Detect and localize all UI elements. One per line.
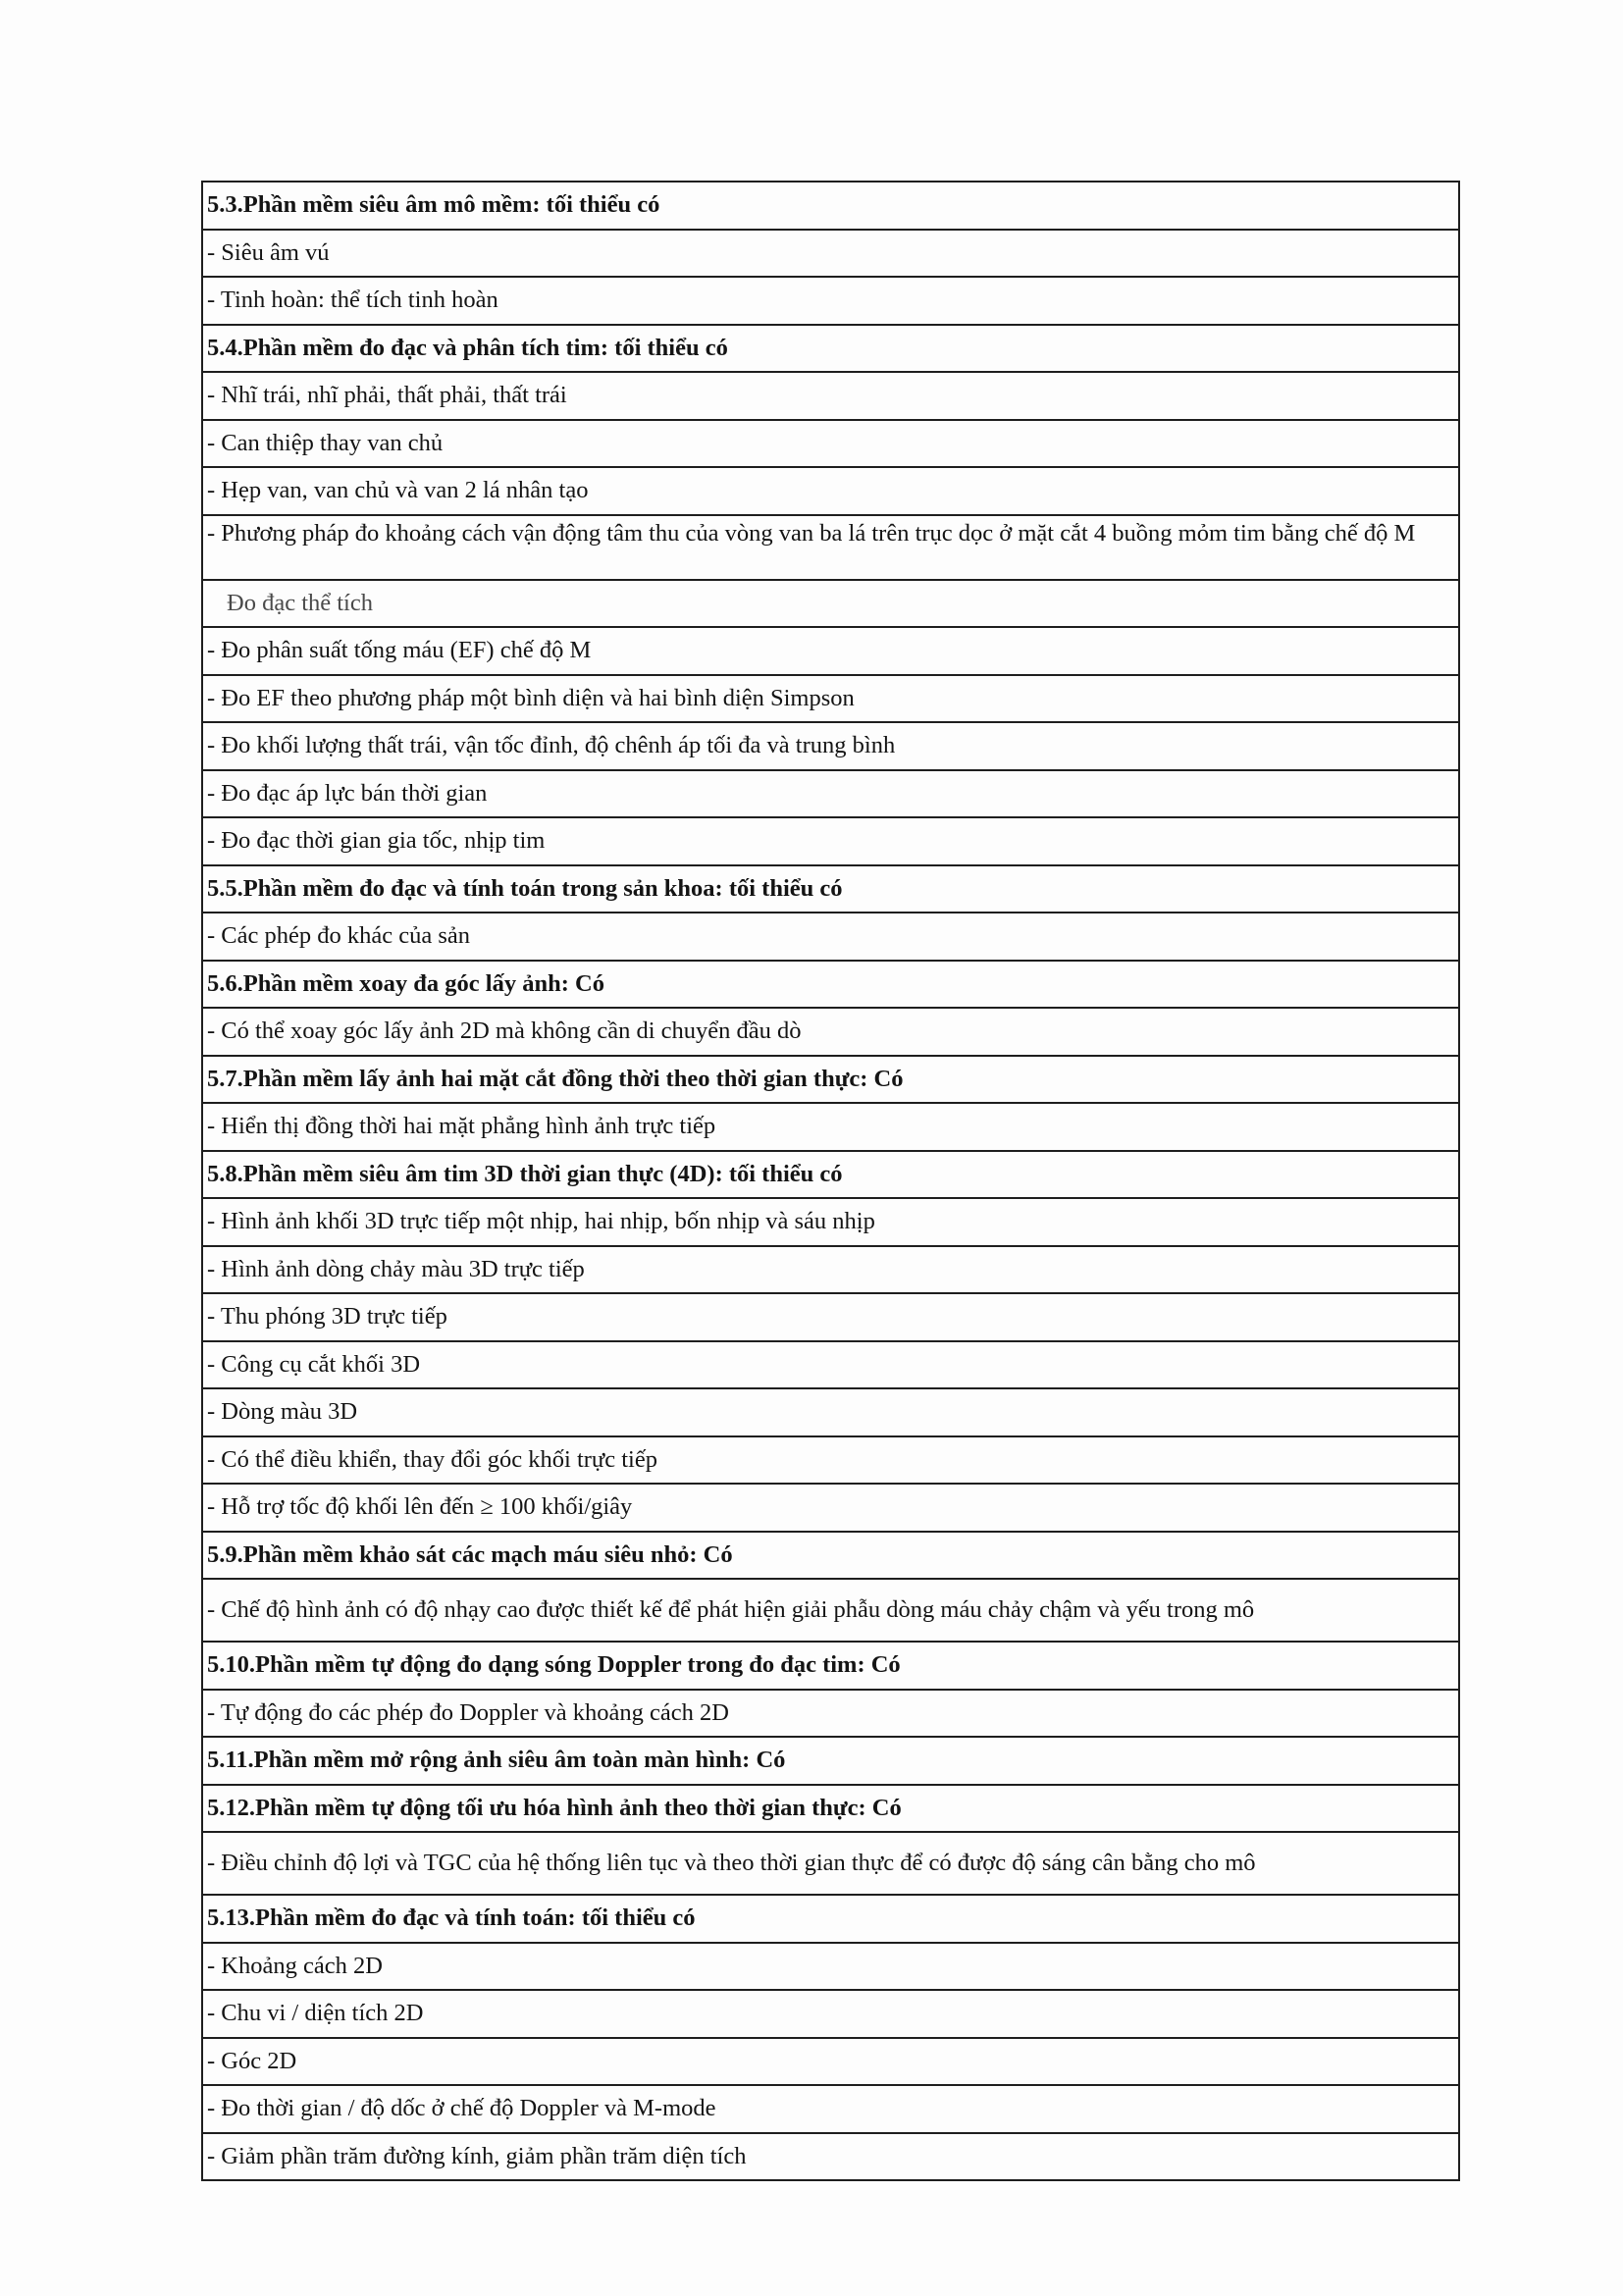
spec-item-row: - Chế độ hình ảnh có độ nhạy cao được thiết kế để phát hiện giải phẫu dòng máu chảy chậm và yếu trong mô	[203, 1580, 1458, 1643]
spec-item-row: - Khoảng cách 2D	[203, 1944, 1458, 1992]
section-heading-row: 5.8.Phần mềm siêu âm tim 3D thời gian thực (4D): tối thiểu có	[203, 1152, 1458, 1200]
spec-item-row: - Can thiệp thay van chủ	[203, 421, 1458, 469]
spec-item-row: - Đo khối lượng thất trái, vận tốc đỉnh, độ chênh áp tối đa và trung bình	[203, 723, 1458, 771]
spec-item-row: - Công cụ cắt khối 3D	[203, 1342, 1458, 1390]
section-heading-row: 5.13.Phần mềm đo đạc và tính toán: tối thiểu có	[203, 1896, 1458, 1944]
spec-item-row: - Góc 2D	[203, 2039, 1458, 2087]
spec-item-row: - Có thể xoay góc lấy ảnh 2D mà không cần di chuyển đầu dò	[203, 1009, 1458, 1057]
spec-item-row: - Các phép đo khác của sản	[203, 913, 1458, 962]
spec-item-row: - Hiển thị đồng thời hai mặt phẳng hình ảnh trực tiếp	[203, 1104, 1458, 1152]
section-heading-row: 5.6.Phần mềm xoay đa góc lấy ảnh: Có	[203, 962, 1458, 1010]
spec-item-row: - Dòng màu 3D	[203, 1389, 1458, 1437]
specification-table	[201, 181, 1460, 2181]
spec-item-row: - Giảm phần trăm đường kính, giảm phần trăm diện tích	[203, 2134, 1458, 2182]
section-heading-row: 5.10.Phần mềm tự động đo dạng sóng Doppler trong đo đạc tim: Có	[203, 1643, 1458, 1691]
spec-item-row: - Hình ảnh dòng chảy màu 3D trực tiếp	[203, 1247, 1458, 1295]
section-heading-row: 5.3.Phần mềm siêu âm mô mềm: tối thiểu có	[203, 183, 1458, 231]
spec-item-row: - Hình ảnh khối 3D trực tiếp một nhịp, hai nhịp, bốn nhịp và sáu nhịp	[203, 1199, 1458, 1247]
spec-item-row: - Đo đạc thời gian gia tốc, nhịp tim	[203, 818, 1458, 866]
spec-item-row: - Siêu âm vú	[203, 231, 1458, 279]
spec-item-row: - Phương pháp đo khoảng cách vận động tâm thu của vòng van ba lá trên trục dọc ở mặt cắt 4 buồng mỏm tim bằng chế độ M	[203, 516, 1458, 581]
section-heading-row: 5.4.Phần mềm đo đạc và phân tích tim: tối thiểu có	[203, 326, 1458, 374]
spec-item-row: - Thu phóng 3D trực tiếp	[203, 1294, 1458, 1342]
section-heading-row: 5.5.Phần mềm đo đạc và tính toán trong sản khoa: tối thiểu có	[203, 866, 1458, 914]
spec-item-row: Đo đạc thể tích	[203, 581, 1458, 629]
spec-item-row: - Đo EF theo phương pháp một bình diện và hai bình diện Simpson	[203, 676, 1458, 724]
section-heading-row: 5.7.Phần mềm lấy ảnh hai mặt cắt đồng thời theo thời gian thực: Có	[203, 1057, 1458, 1105]
spec-item-row: - Điều chỉnh độ lợi và TGC của hệ thống liên tục và theo thời gian thực để có được độ sáng cân bằng cho mô	[203, 1833, 1458, 1896]
section-heading-row: 5.9.Phần mềm khảo sát các mạch máu siêu nhỏ: Có	[203, 1533, 1458, 1581]
spec-item-row: - Đo phân suất tống máu (EF) chế độ M	[203, 628, 1458, 676]
spec-item-row: - Đo thời gian / độ dốc ở chế độ Doppler và M-mode	[203, 2086, 1458, 2134]
section-heading-row: 5.11.Phần mềm mở rộng ảnh siêu âm toàn màn hình: Có	[203, 1738, 1458, 1786]
spec-item-row: - Hỗ trợ tốc độ khối lên đến ≥ 100 khối/giây	[203, 1485, 1458, 1533]
spec-item-row: - Tự động đo các phép đo Doppler và khoảng cách 2D	[203, 1691, 1458, 1739]
spec-item-row: - Nhĩ trái, nhĩ phải, thất phải, thất trái	[203, 373, 1458, 421]
section-heading-row: 5.12.Phần mềm tự động tối ưu hóa hình ảnh theo thời gian thực: Có	[203, 1786, 1458, 1834]
spec-item-row: - Có thể điều khiển, thay đổi góc khối trực tiếp	[203, 1437, 1458, 1486]
spec-item-row: - Đo đạc áp lực bán thời gian	[203, 771, 1458, 819]
spec-item-row: - Chu vi / diện tích 2D	[203, 1991, 1458, 2039]
spec-item-row: - Tinh hoàn: thể tích tinh hoàn	[203, 278, 1458, 326]
spec-item-row: - Hẹp van, van chủ và van 2 lá nhân tạo	[203, 468, 1458, 516]
